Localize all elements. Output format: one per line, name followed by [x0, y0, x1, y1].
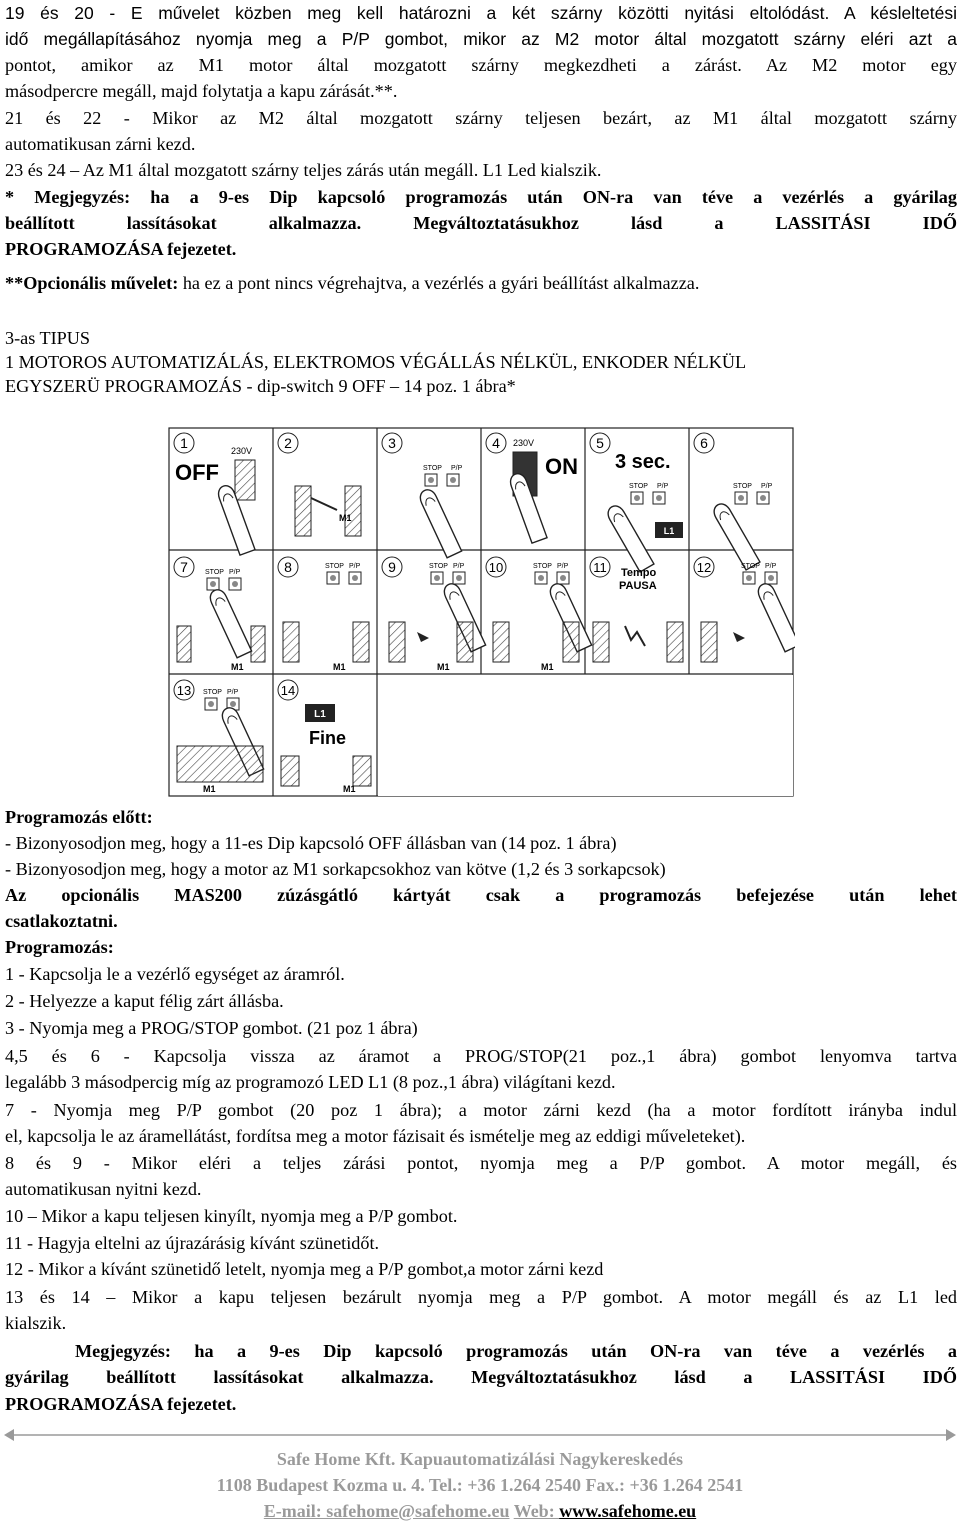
optional-text: ha ez a pont nincs végrehajtva, a vezérlés a gyári beállítást alkalmazza. [178, 273, 700, 293]
step-number: 11 [593, 560, 607, 575]
note-line: Megjegyzés: ha a 9-es Dip kapcsoló programozás után ON-ra van téve a vezérlés a [75, 1341, 957, 1361]
pp-label: P/P [761, 483, 773, 490]
step-number: 1 [180, 435, 188, 451]
optional-line [5, 270, 957, 296]
step-line: 8 és 9 - Mikor eléri a teljes zárási pontot, nyomja meg a P/P gombot. A motor megáll, és [5, 1153, 957, 1173]
text-line: 23 és 24 – Az M1 által mozgatott szárny teljes zárás után megáll. L1 Led kialszik. [5, 160, 602, 180]
step-number: 3 [388, 435, 396, 451]
stop-label: STOP [733, 483, 752, 490]
pausa-label: PAUSA [619, 580, 657, 592]
stop-label: STOP [629, 483, 648, 490]
stop-label: STOP [325, 563, 344, 570]
motor-label: M1 [437, 662, 450, 672]
step-number: 5 [596, 435, 604, 451]
text-line: idő megállapításához nyomja meg a P/P gombot, mikor az M2 motor által mozgatott szárny eléri azt a [5, 29, 957, 49]
step-line: 7 - Nyomja meg P/P gombot (20 poz 1 ábra); a motor zárni kezd (ha a motor fordított irányba indul [5, 1100, 957, 1120]
section-title: Programozás: [5, 937, 114, 957]
optional-label: **Opcionális művelet: [5, 273, 179, 293]
pp-label: P/P [227, 689, 239, 696]
footer-company: Safe Home Kft. Kapuautomatizálási Nagykereskedés [276, 1449, 684, 1469]
text-line: másodpercre megáll, majd folytatja a kapu zárását.**. [5, 81, 398, 101]
step-number: 14 [280, 683, 296, 698]
stop-label: STOP [203, 689, 222, 696]
step-line: el, kapcsolja le az áramellátást, fordítsa meg a motor fázisait és ismételje meg az eddigi műveleteket). [5, 1126, 746, 1146]
duration-label: 3 sec. [615, 451, 671, 473]
note-line: PROGRAMOZÁSA fejezetet. [5, 239, 237, 259]
step-number: 13 [176, 683, 192, 698]
step-line: 13 és 14 – Mikor a kapu teljesen bezárult nyomja meg a P/P gombot. A motor megáll és az L1 led [5, 1287, 957, 1307]
warning-line: Az opcionális MAS200 zúzásgátló kártyát csak a programozás befejezése után lehet [5, 885, 957, 905]
text-line: 21 és 22 - Mikor az M2 által mozgatott szárny teljesen bezárt, az M1 által mozgatott szárny [5, 108, 957, 128]
motor-label: M1 [203, 784, 216, 794]
voltage-label: 230V [513, 438, 535, 448]
voltage-label: 230V [231, 446, 253, 456]
step-line: 3 - Nyomja meg a PROG/STOP gombot. (21 poz 1 ábra) [5, 1018, 418, 1038]
step-number: 10 [488, 560, 504, 575]
step-line: 12 - Mikor a kívánt szünetidő letelt, nyomja meg a P/P gombot,a motor zárni kezd [5, 1259, 604, 1279]
text-line: - Bizonyosodjon meg, hogy a motor az M1 sorkapcsokhoz van kötve (1,2 és 3 sorkapcsok) [5, 859, 666, 879]
step-number: 8 [284, 559, 292, 575]
pp-label: P/P [557, 563, 569, 570]
off-label: OFF [175, 460, 219, 485]
step-line: 10 – Mikor a kapu teljesen kinyílt, nyomja meg a P/P gombot. [5, 1206, 458, 1226]
motor-label: M1 [541, 662, 554, 672]
step-line: 4,5 és 6 - Kapcsolja vissza az áramot a PROG/STOP(21 poz.,1 ábra) gombot lenyomva tartva [5, 1046, 957, 1066]
footer-address: 1108 Budapest Kozma u. 4. Tel.: +36 1.264 2540 Fax.: +36 1.264 2541 [216, 1475, 744, 1495]
step-line: 1 - Kapcsolja le a vezérlő egységet az áramról. [5, 964, 345, 984]
web-link[interactable]: www.safehome.eu [559, 1501, 697, 1521]
led-label: L1 [663, 526, 675, 536]
stop-label: STOP [741, 563, 760, 570]
pp-label: P/P [453, 563, 465, 570]
stop-label: STOP [205, 569, 224, 576]
tempo-label: Tempo [621, 567, 657, 579]
step-number: 12 [696, 560, 712, 575]
step-number: 7 [180, 559, 188, 575]
section-title: Programozás előtt: [5, 807, 153, 827]
step-number: 4 [492, 435, 500, 451]
pp-label: P/P [657, 483, 669, 490]
footer-contact [0, 1500, 960, 1522]
step-line: legalább 3 másodpercig míg az programozó LED L1 (8 poz.,1 ábra) világítani kezd. [5, 1072, 616, 1092]
motor-label: M1 [231, 662, 244, 672]
pp-label: P/P [765, 563, 777, 570]
text-line: automatikusan zárni kezd. [5, 134, 196, 154]
led-label: L1 [314, 709, 326, 720]
stop-label: STOP [533, 563, 552, 570]
pp-label: P/P [229, 569, 241, 576]
end-label: Fine [309, 728, 347, 748]
step-number: 2 [284, 435, 292, 451]
warning-line: csatlakoztatni. [5, 911, 118, 931]
text-line: - Bizonyosodjon meg, hogy a 11-es Dip kapcsoló OFF állásban van (14 poz. 1 ábra) [5, 833, 617, 853]
section-title: 3-as TIPUS [5, 328, 91, 348]
text-line: 19 és 20 - E művelet közben meg kell határozni a két szárny közötti nyitási eltolódást. A késleltetési [5, 3, 957, 23]
text-line: pontot, amikor az M1 motor által mozgatott szárny megkezdheti a zárást. Az M2 motor egy [5, 55, 957, 75]
on-label: ON [545, 454, 578, 479]
note-line: PROGRAMOZÁSA fejezetet. [5, 1394, 237, 1414]
email-link[interactable]: E-mail: safehome@safehome.eu [263, 1501, 510, 1521]
motor-label: M1 [333, 662, 346, 672]
stop-label: STOP [423, 465, 442, 472]
step-number: 9 [388, 559, 396, 575]
step-line: 2 - Helyezze a kaput félig zárt állásba. [5, 991, 284, 1011]
step-line: automatikusan nyitni kezd. [5, 1179, 202, 1199]
section-line: 1 MOTOROS AUTOMATIZÁLÁS, ELEKTROMOS VÉGÁLLÁS NÉLKÜL, ENKODER NÉLKÜL [5, 352, 747, 372]
note-line: gyárilag beállított lassításokat alkalmazza. Megváltoztatásukhoz lásd a LASSITÁSI IDŐ [5, 1367, 957, 1387]
step-number: 6 [700, 435, 708, 451]
programming-steps-figure [167, 426, 795, 798]
motor-label: M1 [343, 784, 356, 794]
pp-label: P/P [451, 465, 463, 472]
stop-label: STOP [429, 563, 448, 570]
note-line: * Megjegyzés: ha a 9-es Dip kapcsoló programozás után ON-ra van téve a vezérlés a gyárilag [5, 187, 957, 207]
footer-divider [0, 1425, 960, 1445]
pp-label: P/P [349, 563, 361, 570]
section-line: EGYSZERÜ PROGRAMOZÁS - dip-switch 9 OFF – 14 poz. 1 ábra* [5, 376, 516, 396]
motor-label: M1 [339, 513, 352, 523]
step-line: kialszik. [5, 1313, 67, 1333]
note-line: beállított lassításokat alkalmazza. Megváltoztatásukhoz lásd a LASSITÁSI IDŐ [5, 213, 957, 233]
web-label: Web: [513, 1501, 560, 1521]
step-line: 11 - Hagyja eltelni az újrazárásig kívánt szünetidőt. [5, 1233, 380, 1253]
